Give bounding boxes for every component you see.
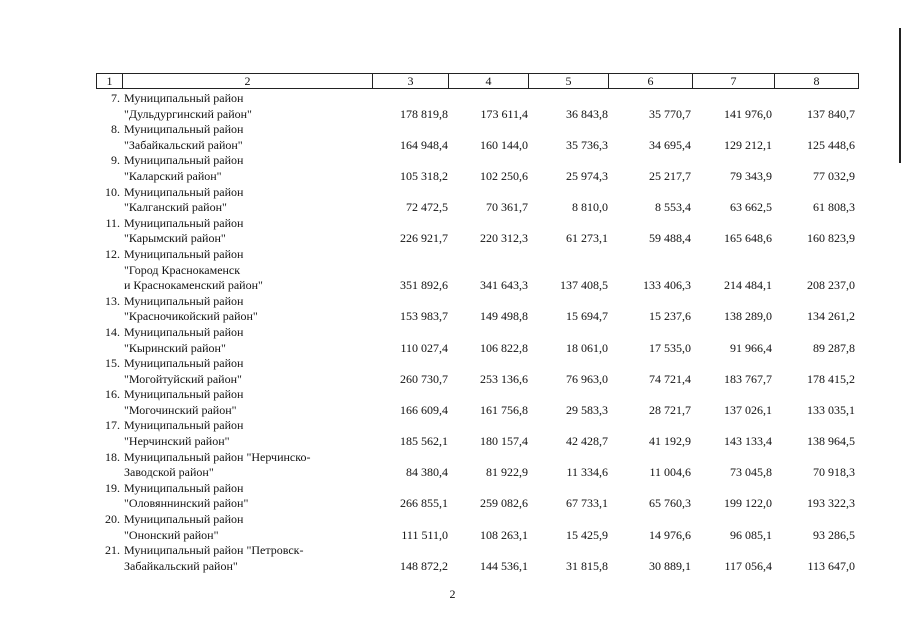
cell-col-6: 25 217,7 bbox=[649, 168, 691, 183]
cell-col-8: 137 840,7 bbox=[807, 106, 855, 121]
cell-col-3: 110 027,4 bbox=[400, 340, 448, 355]
cell-col-3: 164 948,4 bbox=[400, 137, 448, 152]
row-name bbox=[124, 185, 364, 216]
row-name-line: Забайкальский район" bbox=[124, 558, 238, 573]
cell-col-5: 29 583,3 bbox=[566, 402, 608, 417]
cell-col-4: 81 922,9 bbox=[486, 465, 528, 480]
row-name-line: "Калганский район" bbox=[124, 200, 227, 215]
cell-col-5: 61 273,1 bbox=[566, 231, 608, 246]
header-col-7: 7 bbox=[692, 73, 774, 89]
cell-col-4: 149 498,8 bbox=[480, 309, 528, 324]
row-name-line: Муниципальный район "Петровск- bbox=[124, 543, 304, 558]
cell-col-6: 15 237,6 bbox=[649, 309, 691, 324]
cell-col-5: 42 428,7 bbox=[566, 434, 608, 449]
row-name-line: и Краснокаменский район" bbox=[124, 278, 263, 293]
cell-col-4: 161 756,8 bbox=[480, 402, 528, 417]
header-col-8: 8 bbox=[774, 73, 859, 89]
cell-col-5: 36 843,8 bbox=[566, 106, 608, 121]
cell-col-3: 260 730,7 bbox=[400, 371, 448, 386]
cell-col-7: 79 343,9 bbox=[730, 168, 772, 183]
row-name-line: "Город Краснокаменск bbox=[124, 262, 241, 277]
row-name-line: Муниципальный район bbox=[124, 122, 244, 137]
cell-col-3: 105 318,2 bbox=[400, 168, 448, 183]
cell-col-7: 214 484,1 bbox=[724, 278, 772, 293]
cell-col-5: 18 061,0 bbox=[566, 340, 608, 355]
cell-col-8: 93 286,5 bbox=[813, 527, 855, 542]
cell-col-3: 148 872,2 bbox=[400, 558, 448, 573]
table-row bbox=[0, 216, 905, 247]
cell-col-8: 134 261,2 bbox=[807, 309, 855, 324]
cell-col-6: 17 535,0 bbox=[649, 340, 691, 355]
table-row bbox=[0, 481, 905, 512]
row-number: 13. bbox=[105, 293, 120, 308]
row-name bbox=[124, 387, 364, 418]
row-name-line: Муниципальный район bbox=[124, 387, 244, 402]
row-name-line: "Забайкальский район" bbox=[124, 137, 243, 152]
row-number: 7. bbox=[111, 91, 120, 105]
cell-col-4: 180 157,4 bbox=[480, 434, 528, 449]
cell-col-7: 96 085,1 bbox=[730, 527, 772, 542]
cell-col-7: 73 045,8 bbox=[730, 465, 772, 480]
cell-col-7: 138 289,0 bbox=[724, 309, 772, 324]
cell-col-7: 129 212,1 bbox=[724, 137, 772, 152]
table-row bbox=[0, 247, 905, 294]
row-name bbox=[124, 122, 364, 153]
row-number: 8. bbox=[111, 122, 120, 137]
cell-col-5: 137 408,5 bbox=[560, 278, 608, 293]
row-name bbox=[124, 543, 364, 574]
cell-col-5: 15 694,7 bbox=[566, 309, 608, 324]
cell-col-5: 35 736,3 bbox=[566, 137, 608, 152]
cell-col-6: 14 976,6 bbox=[649, 527, 691, 542]
table-row bbox=[0, 122, 905, 153]
row-name-line: Муниципальный район bbox=[124, 184, 244, 199]
cell-col-6: 28 721,7 bbox=[649, 402, 691, 417]
cell-col-7: 183 767,7 bbox=[724, 371, 772, 386]
table-row bbox=[0, 418, 905, 449]
header-col-6: 6 bbox=[608, 73, 692, 89]
row-name-line: "Карымский район" bbox=[124, 231, 226, 246]
row-name-line: "Кыринский район" bbox=[124, 340, 226, 355]
row-name-line: Муниципальный район bbox=[124, 418, 244, 433]
header-col-2: 2 bbox=[122, 73, 372, 89]
row-number: 17. bbox=[105, 418, 120, 433]
cell-col-6: 74 721,4 bbox=[649, 371, 691, 386]
row-name-line: "Могойтуйский район" bbox=[124, 371, 242, 386]
row-name-line: Муниципальный район bbox=[124, 215, 244, 230]
cell-col-6: 35 770,7 bbox=[649, 106, 691, 121]
row-name-line: "Дульдургинский район" bbox=[124, 106, 252, 121]
cell-col-8: 133 035,1 bbox=[807, 402, 855, 417]
row-name-line: Муниципальный район bbox=[124, 293, 244, 308]
cell-col-3: 266 855,1 bbox=[400, 496, 448, 511]
cell-col-6: 8 553,4 bbox=[655, 200, 691, 215]
row-number: 18. bbox=[105, 449, 120, 464]
row-name-line: "Могочинский район" bbox=[124, 402, 237, 417]
row-name-line: "Каларский район" bbox=[124, 168, 222, 183]
cell-col-6: 30 889,1 bbox=[649, 558, 691, 573]
cell-col-4: 106 822,8 bbox=[480, 340, 528, 355]
cell-col-8: 77 032,9 bbox=[813, 168, 855, 183]
row-name-line: "Нерчинский район" bbox=[124, 434, 230, 449]
cell-col-5: 25 974,3 bbox=[566, 168, 608, 183]
row-name-line: "Ононский район" bbox=[124, 527, 219, 542]
row-number: 20. bbox=[105, 512, 120, 527]
row-number: 15. bbox=[105, 356, 120, 371]
cell-col-3: 153 983,7 bbox=[400, 309, 448, 324]
row-name bbox=[124, 512, 364, 543]
row-number: 14. bbox=[105, 324, 120, 339]
data-table-body bbox=[0, 91, 905, 574]
row-name bbox=[124, 356, 364, 387]
row-name-line: "Красночикойский район" bbox=[124, 309, 258, 324]
cell-col-6: 41 192,9 bbox=[649, 434, 691, 449]
row-name-line: Муниципальный район "Нерчинско- bbox=[124, 449, 311, 464]
row-name bbox=[124, 325, 364, 356]
page-number: 2 bbox=[449, 587, 456, 601]
row-name-line: Муниципальный район bbox=[124, 356, 244, 371]
row-number: 11. bbox=[105, 215, 120, 230]
table-row bbox=[0, 91, 905, 122]
table-row bbox=[0, 153, 905, 184]
cell-col-6: 65 760,3 bbox=[649, 496, 691, 511]
cell-col-7: 63 662,5 bbox=[730, 200, 772, 215]
row-name-line: Муниципальный район bbox=[124, 324, 244, 339]
cell-col-6: 34 695,4 bbox=[649, 137, 691, 152]
cell-col-7: 137 026,1 bbox=[724, 402, 772, 417]
cell-col-7: 199 122,0 bbox=[724, 496, 772, 511]
cell-col-3: 185 562,1 bbox=[400, 434, 448, 449]
cell-col-3: 166 609,4 bbox=[400, 402, 448, 417]
cell-col-4: 102 250,6 bbox=[480, 168, 528, 183]
cell-col-5: 11 334,6 bbox=[566, 465, 608, 480]
cell-col-5: 31 815,8 bbox=[566, 558, 608, 573]
table-row bbox=[0, 387, 905, 418]
cell-col-6: 133 406,3 bbox=[643, 278, 691, 293]
cell-col-7: 141 976,0 bbox=[724, 106, 772, 121]
cell-col-6: 11 004,6 bbox=[649, 465, 691, 480]
cell-col-7: 143 133,4 bbox=[724, 434, 772, 449]
table-row bbox=[0, 512, 905, 543]
cell-col-7: 91 966,4 bbox=[730, 340, 772, 355]
row-name bbox=[124, 418, 364, 449]
row-number: 16. bbox=[105, 387, 120, 402]
cell-col-4: 173 611,4 bbox=[480, 106, 528, 121]
cell-col-4: 108 263,1 bbox=[480, 527, 528, 542]
row-number: 21. bbox=[105, 543, 120, 558]
row-name bbox=[124, 153, 364, 184]
row-name-line: "Оловяннинский район" bbox=[124, 496, 249, 511]
cell-col-4: 220 312,3 bbox=[480, 231, 528, 246]
cell-col-4: 259 082,6 bbox=[480, 496, 528, 511]
cell-col-8: 61 808,3 bbox=[813, 200, 855, 215]
row-name-line: Муниципальный район bbox=[124, 480, 244, 495]
row-name bbox=[124, 91, 364, 122]
table-row bbox=[0, 185, 905, 216]
row-number: 19. bbox=[105, 480, 120, 495]
header-col-1: 1 bbox=[96, 73, 122, 89]
cell-col-7: 117 056,4 bbox=[724, 558, 772, 573]
table-row bbox=[0, 356, 905, 387]
cell-col-3: 72 472,5 bbox=[406, 200, 448, 215]
cell-col-3: 178 819,8 bbox=[400, 106, 448, 121]
cell-col-3: 84 380,4 bbox=[406, 465, 448, 480]
column-number-header bbox=[96, 73, 858, 89]
row-name-line: Муниципальный район bbox=[124, 153, 244, 168]
cell-col-4: 70 361,7 bbox=[486, 200, 528, 215]
cell-col-4: 341 643,3 bbox=[480, 278, 528, 293]
table-row bbox=[0, 543, 905, 574]
table-row bbox=[0, 450, 905, 481]
cell-col-4: 253 136,6 bbox=[480, 371, 528, 386]
cell-col-4: 160 144,0 bbox=[480, 137, 528, 152]
row-number: 9. bbox=[111, 153, 120, 168]
row-name bbox=[124, 216, 364, 247]
cell-col-5: 8 810,0 bbox=[572, 200, 608, 215]
row-name bbox=[124, 247, 364, 294]
row-number: 12. bbox=[105, 246, 120, 261]
table-row bbox=[0, 294, 905, 325]
cell-col-7: 165 648,6 bbox=[724, 231, 772, 246]
row-name bbox=[124, 450, 364, 481]
cell-col-8: 208 237,0 bbox=[807, 278, 855, 293]
cell-col-3: 351 892,6 bbox=[400, 278, 448, 293]
cell-col-4: 144 536,1 bbox=[480, 558, 528, 573]
cell-col-8: 70 918,3 bbox=[813, 465, 855, 480]
cell-col-3: 226 921,7 bbox=[400, 231, 448, 246]
cell-col-5: 76 963,0 bbox=[566, 371, 608, 386]
header-col-4: 4 bbox=[448, 73, 528, 89]
table-row bbox=[0, 325, 905, 356]
cell-col-8: 178 415,2 bbox=[807, 371, 855, 386]
cell-col-5: 67 733,1 bbox=[566, 496, 608, 511]
row-number: 10. bbox=[105, 184, 120, 199]
cell-col-8: 113 647,0 bbox=[807, 558, 855, 573]
cell-col-8: 89 287,8 bbox=[813, 340, 855, 355]
cell-col-8: 160 823,9 bbox=[807, 231, 855, 246]
cell-col-8: 193 322,3 bbox=[807, 496, 855, 511]
row-name-line: Заводской район" bbox=[124, 465, 214, 480]
header-col-5: 5 bbox=[528, 73, 608, 89]
cell-col-6: 59 488,4 bbox=[649, 231, 691, 246]
row-name bbox=[124, 294, 364, 325]
row-name-line: Муниципальный район bbox=[124, 246, 244, 261]
header-col-3: 3 bbox=[372, 73, 448, 89]
cell-col-8: 125 448,6 bbox=[807, 137, 855, 152]
row-name-line: Муниципальный район bbox=[124, 91, 244, 105]
cell-col-5: 15 425,9 bbox=[566, 527, 608, 542]
cell-col-3: 111 511,0 bbox=[401, 527, 448, 542]
row-name bbox=[124, 481, 364, 512]
row-name-line: Муниципальный район bbox=[124, 512, 244, 527]
cell-col-8: 138 964,5 bbox=[807, 434, 855, 449]
